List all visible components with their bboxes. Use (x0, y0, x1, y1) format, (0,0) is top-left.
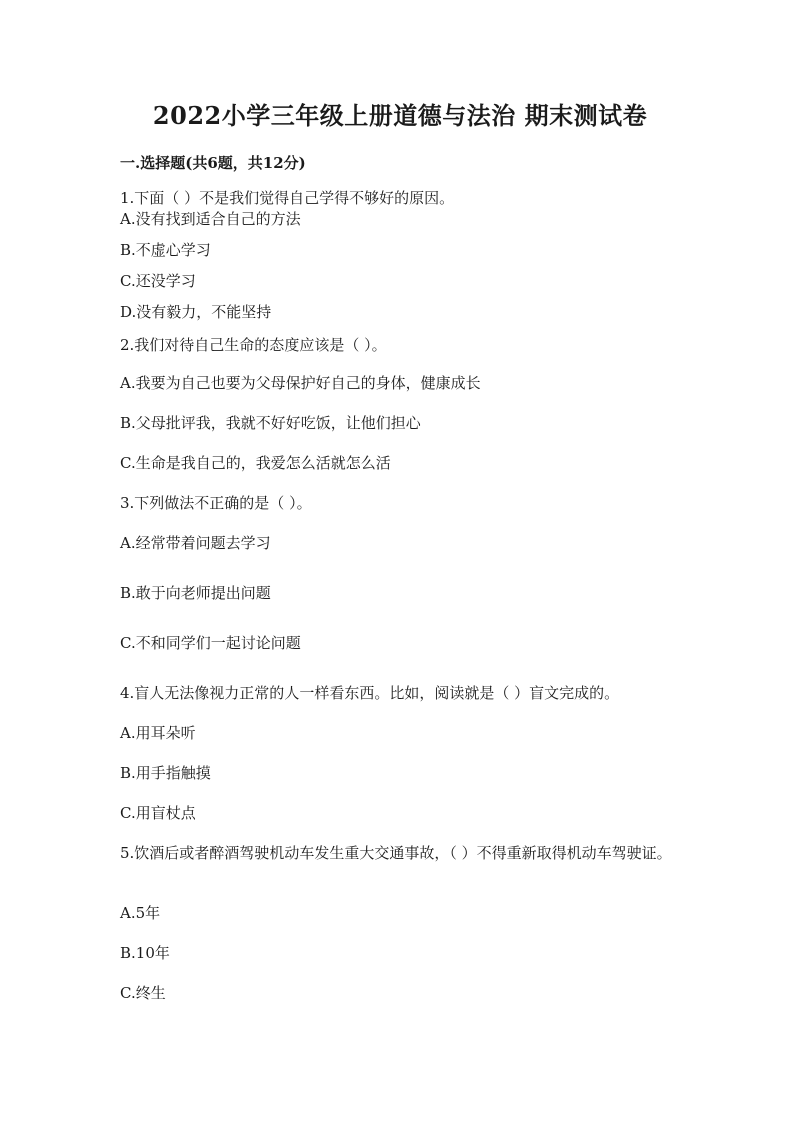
question-3-option-c: C.不和同学们一起讨论问题 (120, 634, 301, 652)
question-4-stem: 4.盲人无法像视力正常的人一样看东西。比如，阅读就是（ ）盲文完成的。 (120, 684, 620, 702)
page-title: 2022小学三年级上册道德与法治 期末测试卷 (152, 101, 648, 130)
question-1-option-c: C.还没学习 (120, 272, 196, 290)
question-2-option-a: A.我要为自己也要为父母保护好自己的身体，健康成长 (120, 374, 481, 392)
question-4-option-a: A.用耳朵听 (120, 724, 196, 742)
question-3-option-b: B.敢于向老师提出问题 (120, 584, 271, 602)
question-1-option-b: B.不虚心学习 (120, 241, 211, 259)
question-1-stem: 1.下面（ ）不是我们觉得自己学得不够好的原因。 (120, 189, 455, 207)
question-3-option-a: A.经常带着问题去学习 (120, 534, 271, 552)
question-4-option-b: B.用手指触摸 (120, 764, 211, 782)
question-2-option-b: B.父母批评我，我就不好好吃饭，让他们担心 (120, 414, 421, 432)
question-2-stem: 2.我们对待自己生命的态度应该是（ ）。 (120, 336, 387, 354)
question-2-option-c: C.生命是我自己的，我爱怎么活就怎么活 (120, 454, 391, 472)
section-heading: 一.选择题(共6题，共12分) (120, 154, 306, 172)
question-5-stem: 5.饮酒后或者醉酒驾驶机动车发生重大交通事故，（ ）不得重新取得机动车驾驶证。 (120, 844, 672, 862)
question-1-option-a: A.没有找到适合自己的方法 (120, 210, 301, 228)
question-5-option-b: B.10年 (120, 944, 170, 962)
question-5-option-c: C.终生 (120, 984, 166, 1002)
question-4-option-c: C.用盲杖点 (120, 804, 196, 822)
question-5-option-a: A.5年 (120, 904, 161, 922)
question-1-option-d: D.没有毅力，不能坚持 (120, 303, 272, 321)
question-3-stem: 3.下列做法不正确的是（ ）。 (120, 494, 312, 512)
